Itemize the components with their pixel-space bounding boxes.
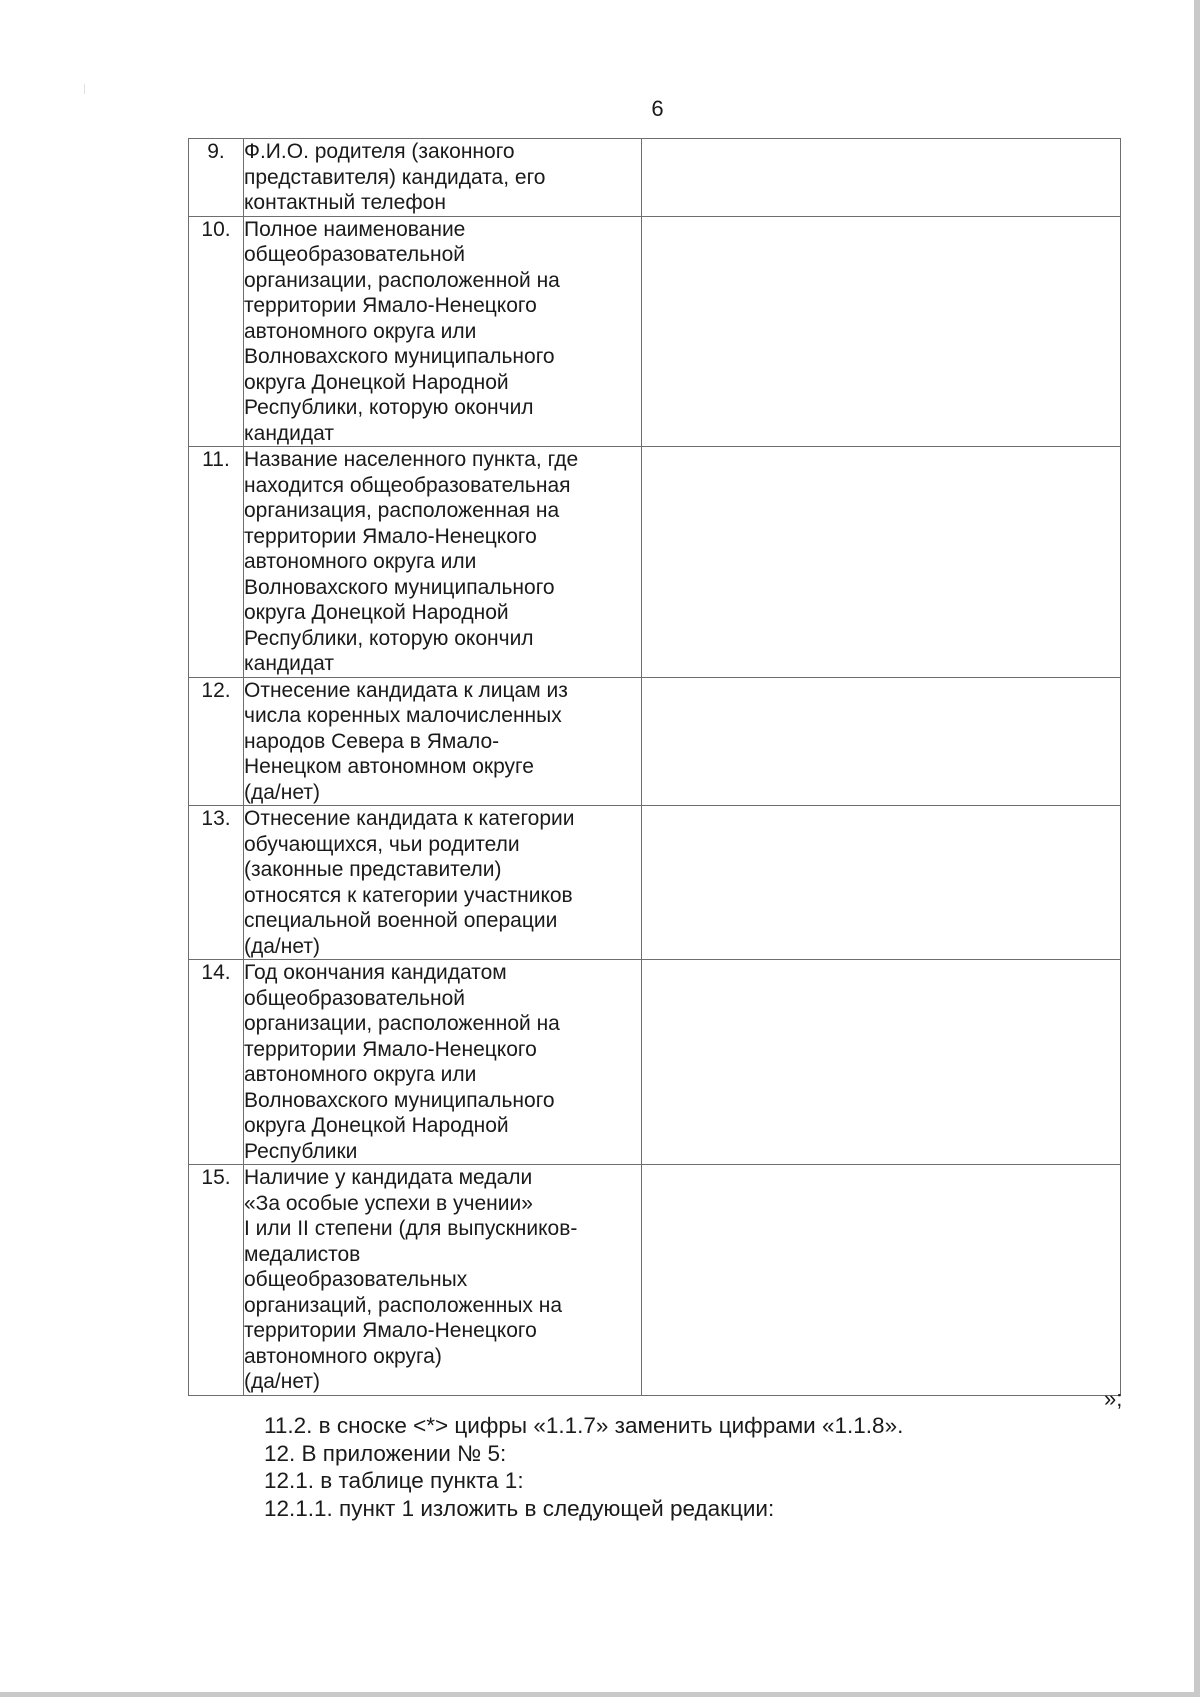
row-label: Год окончания кандидатом общеобразовательной организации, расположенной на территории Ямало-Ненецкого автономного округа или Волновахского муниципального округа Донецкой Народной Республики bbox=[244, 960, 642, 1165]
row-number: 14. bbox=[189, 960, 244, 1165]
row-label: Полное наименование общеобразовательной организации, расположенной на территории Ямало-Ненецкого автономного округа или Волновахского муниципального округа Донецкой Народной Республики, которую окончил кандидат bbox=[244, 216, 642, 447]
table-row bbox=[189, 447, 1121, 678]
table-row bbox=[189, 139, 1121, 217]
row-value-cell[interactable] bbox=[642, 960, 1121, 1165]
row-value-cell[interactable] bbox=[642, 677, 1121, 806]
row-value-cell[interactable] bbox=[642, 216, 1121, 447]
paragraph: 12.1.1. пункт 1 изложить в следующей редакции: bbox=[264, 1495, 775, 1521]
row-number: 10. bbox=[189, 216, 244, 447]
row-number: 13. bbox=[189, 806, 244, 960]
row-value-cell[interactable] bbox=[642, 806, 1121, 960]
table-row bbox=[189, 806, 1121, 960]
amendment-paragraphs bbox=[264, 1412, 1124, 1522]
row-number: 12. bbox=[189, 677, 244, 806]
row-number: 15. bbox=[189, 1165, 244, 1396]
row-label: Отнесение кандидата к лицам из числа коренных малочисленных народов Севера в Ямало- Ненецком автономном округе (да/нет) bbox=[244, 677, 642, 806]
row-number: 9. bbox=[189, 139, 244, 217]
row-value-cell[interactable] bbox=[642, 447, 1121, 678]
table-row bbox=[189, 960, 1121, 1165]
row-label: Наличие у кандидата медали «За особые успехи в учении» I или II степени (для выпускников- медалистов общеобразовательных организаций, расположенных на территории Ямало-Ненецкого автономного округа) (да/нет) bbox=[244, 1165, 642, 1396]
table-row bbox=[189, 677, 1121, 806]
row-value-cell[interactable] bbox=[642, 1165, 1121, 1396]
row-label: Ф.И.О. родителя (законного представителя) кандидата, его контактный телефон bbox=[244, 139, 642, 217]
row-label: Отнесение кандидата к категории обучающихся, чьи родители (законные представители) относятся к категории участников специальной военной операции (да/нет) bbox=[244, 806, 642, 960]
table-row bbox=[189, 216, 1121, 447]
page-number: 6 bbox=[651, 96, 664, 121]
scan-mark bbox=[84, 84, 85, 94]
form-table bbox=[188, 138, 1121, 1396]
row-value-cell[interactable] bbox=[642, 139, 1121, 217]
row-number: 11. bbox=[189, 447, 244, 678]
paragraph: 12. В приложении № 5: bbox=[264, 1440, 507, 1466]
closing-quote-mark: »; bbox=[1104, 1386, 1123, 1411]
row-label: Название населенного пункта, где находится общеобразовательная организация, расположенная на территории Ямало-Ненецкого автономного округа или Волновахского муниципального округа Донецкой Народной Республики, которую окончил кандидат bbox=[244, 447, 642, 678]
paragraph: 12.1. в таблице пункта 1: bbox=[264, 1468, 524, 1493]
table-row bbox=[189, 1165, 1121, 1396]
paragraph: 11.2. в сноске <*> цифры «1.1.7» заменить цифрами «1.1.8». bbox=[264, 1413, 904, 1438]
